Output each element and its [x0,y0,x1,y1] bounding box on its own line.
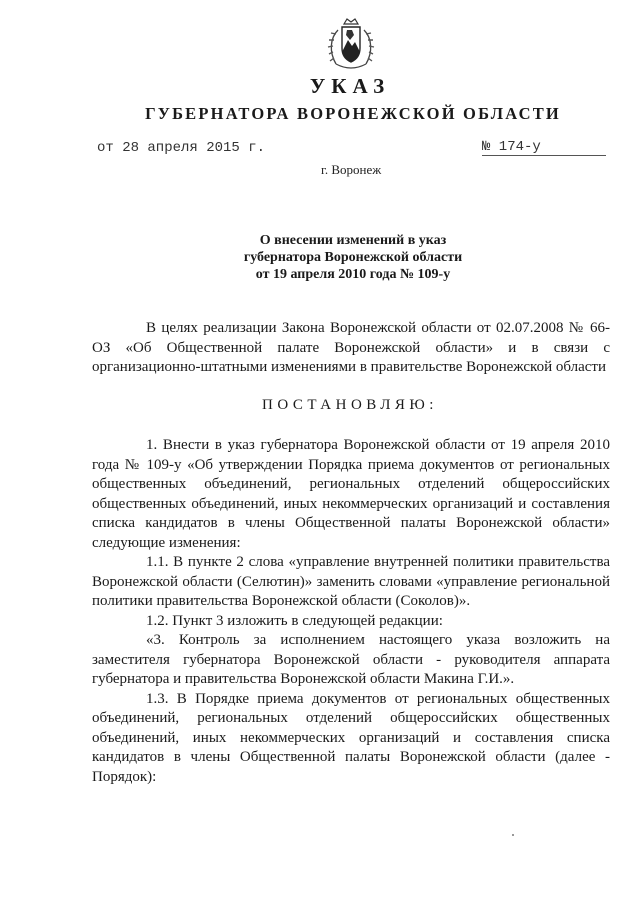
preamble [92,319,610,378]
coat-of-arms-emblem [318,18,384,74]
decree-title: УКАЗ [309,74,391,98]
decree-heading [0,232,640,283]
resolve-heading: ПОСТАНОВЛЯЮ: [262,397,438,413]
paragraph-1-1: 1.1. В пункте 2 слова «управление внутренней политики правительства Воронежской области (Селютин)» заменить словами «управление региональной политики правительства Воронежской области (Соколов)». [92,554,610,609]
paragraph-1-2: 1.2. Пункт 3 изложить в следующей редакции: [146,612,443,629]
scan-artifact [512,834,514,836]
decree-number: № 174-у [482,140,606,156]
paragraph-1-3: 1.3. В Порядке приема документов от региональных общественных объединений, региональных отделений общероссийских общественных объединений, иных некоммерческих организаций и составления списка кандидатов в члены Общественной палаты Воронежской области (далее - Порядок): [92,690,610,785]
heading-line: губернатора Воронежской области [243,250,463,265]
heading-line: от 19 апреля 2010 года № 109-у [255,267,451,282]
decree-date: от 28 апреля 2015 г. [97,140,266,156]
decree-city: г. Воронеж [321,162,382,177]
heading-line: О внесении изменений в указ [259,233,447,248]
paragraph-quoted-3: «3. Контроль за исполнением настоящего указа возложить на заместителя губернатора Воронежской области - руководителя аппарата губернатора и правительства Воронежской области Макина Г.И.». [92,632,610,687]
paragraph-1: 1. Внести в указ губернатора Воронежской области от 19 апреля 2010 года № 109-у «Об утверждении Порядка приема документов от региональных общественных объединений, региональных отделений общероссийских общественных объединений, иных некоммерческих организаций и составления списка кандидатов в члены Общественной палаты Воронежской области» следующие изменения: [92,437,610,551]
decree-body [92,436,610,787]
decree-subtitle: ГУБЕРНАТОРА ВОРОНЕЖСКОЙ ОБЛАСТИ [145,104,561,123]
preamble-text: В целях реализации Закона Воронежской области от 02.07.2008 № 66-ОЗ «Об Общественной палате Воронежской области» и в связи с организационно-штатными изменениями в правительстве Воронежской области [92,320,610,375]
